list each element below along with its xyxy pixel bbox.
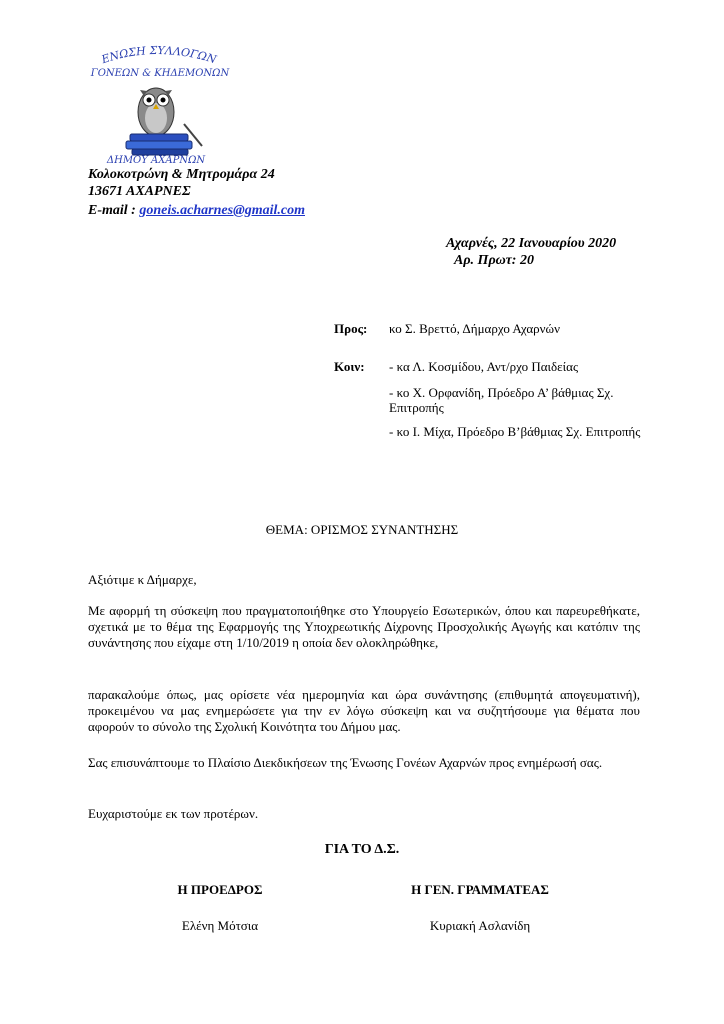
cc-recipient-2: - κο Χ. Ορφανίδη, Πρόεδρο Α’ βάθμιας Σχ. Επιτροπής bbox=[389, 385, 614, 415]
association-logo bbox=[84, 40, 230, 164]
to-recipient: κο Σ. Βρεττό, Δήμαρχο Αχαρνών bbox=[389, 321, 560, 336]
logo-top-text: ΕΝΩΣΗ ΣΥΛΛΟΓΩΝ bbox=[99, 43, 218, 67]
secretary-role: Η ΓΕΝ. ΓΡΑΜΜΑΤΕΑΣ bbox=[411, 882, 549, 897]
svg-text:ΕΝΩΣΗ ΣΥΛΛΟΓΩΝ bbox=[99, 44, 218, 67]
cc-recipient-1: - κα Λ. Κοσμίδου, Αντ/ρχο Παιδείας bbox=[389, 359, 579, 374]
cc-label: Κοιν: bbox=[334, 359, 365, 374]
greeting: Αξιότιμε κ Δήμαρχε, bbox=[88, 572, 197, 587]
cc-recipient-3: - κο Ι. Μίχα, Πρόεδρο Β’βάθμιας Σχ. Επιτροπής bbox=[389, 424, 641, 439]
paragraph-1: Με αφορμή τη σύσκεψη που πραγματοποιήθηκε στο Υπουργείο Εσωτερικών, όπου και παρευρεθήκατε, σχετικά με το θέμα της Εφαρμογής της Υποχρεωτικής Δίχρονης Προσχολικής Αγωγής και κατόπιν της συνάντησης που είχαμε στη 1/10/2019 η οποία δεν ολοκληρώθηκε, bbox=[88, 603, 640, 650]
logo-middle-text: ΓΟΝΕΩΝ & ΚΗΔΕΜΟΝΩΝ bbox=[90, 68, 230, 79]
signature-title: ΓΙΑ ΤΟ Δ.Σ. bbox=[324, 842, 400, 857]
subject-line: ΘΕΜΑ: ΟΡΙΣΜΟΣ ΣΥΝΑΝΤΗΣΗΣ bbox=[265, 522, 459, 537]
secretary-name: Κυριακή Ασλανίδη bbox=[429, 918, 531, 933]
place-date: Αχαρνές, 22 Ιανουαρίου 2020 bbox=[446, 236, 617, 251]
paragraph-3: Σας επισυνάπτουμε το Πλαίσιο Διεκδικήσεων της Ένωσης Γονέων Αχαρνών προς ενημέρωσή σας. bbox=[88, 755, 603, 770]
email-label: E-mail : bbox=[88, 203, 140, 218]
logo-bottom-text: ΔΗΜΟΥ ΑΧΑΡΝΩΝ bbox=[106, 155, 206, 164]
paragraph-2: παρακαλούμε όπως, μας ορίσετε νέα ημερομηνία και ώρα συνάντησης (επιθυμητά απογευματινή), προκειμένου να μας ενημερώσετε για την εν λόγω σύσκεψη και να συζητήσουμε για θέματα που αφορούν το σύνολο της Σχολική Κοινότητα του Δήμου μας. bbox=[88, 687, 640, 734]
president-role: Η ΠΡΟΕΔΡΟΣ bbox=[177, 882, 263, 897]
sender-email-line bbox=[88, 202, 305, 219]
email-link[interactable]: goneis.acharnes@gmail.com bbox=[139, 203, 305, 218]
president-name: Ελένη Μότσια bbox=[181, 918, 259, 933]
closing-line: Ευχαριστούμε εκ των προτέρων. bbox=[88, 806, 259, 821]
to-label: Προς: bbox=[334, 321, 368, 336]
books-icon bbox=[126, 134, 192, 155]
owl-icon bbox=[138, 88, 174, 136]
sender-address-line2: 13671 ΑΧΑΡΝΕΣ bbox=[88, 184, 191, 199]
protocol-number: Αρ. Πρωτ: 20 bbox=[454, 253, 534, 268]
sender-address-line1: Κολοκοτρώνη & Μητρομάρα 24 bbox=[88, 167, 275, 182]
